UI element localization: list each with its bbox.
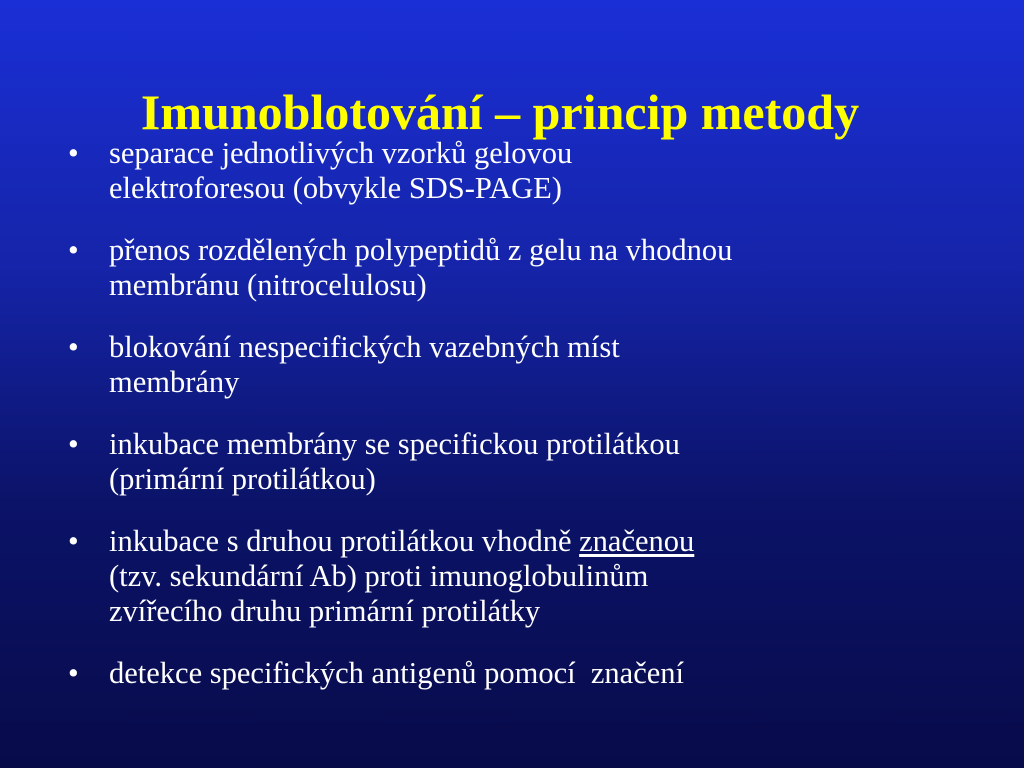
list-item xyxy=(66,656,966,691)
list-item xyxy=(66,233,966,303)
bullet-icon: • xyxy=(68,233,79,267)
bullet-text: inkubace membrány se specifickou protilátkou xyxy=(109,427,680,461)
bullet-icon: • xyxy=(68,524,79,558)
list-item xyxy=(66,427,966,497)
bullet-icon: • xyxy=(68,427,79,461)
bullet-icon: • xyxy=(68,330,79,364)
bullet-text: membrány xyxy=(109,365,240,399)
bullet-text: (primární protilátkou) xyxy=(109,462,376,496)
underlined-term: značenou xyxy=(579,524,695,558)
bullet-text: přenos rozdělených polypeptidů z gelu na vhodnou xyxy=(109,233,733,267)
bullet-icon: • xyxy=(68,136,79,170)
bullet-text: zvířecího druhu primární protilátky xyxy=(109,594,541,628)
bullet-list xyxy=(66,136,966,718)
bullet-text: detekce specifických antigenů pomocí značení xyxy=(109,656,685,690)
list-item xyxy=(66,136,966,206)
bullet-text: elektroforesou (obvykle SDS-PAGE) xyxy=(109,171,562,205)
bullet-text-line xyxy=(109,524,966,559)
slide-title: Imunoblotování – princip metody xyxy=(140,83,860,140)
bullet-text: membránu (nitrocelulosu) xyxy=(109,268,427,302)
list-item xyxy=(66,524,966,629)
list-item xyxy=(66,330,966,400)
bullet-text: blokování nespecifických vazebných míst xyxy=(109,330,620,364)
bullet-icon: • xyxy=(68,656,79,690)
bullet-text: inkubace s druhou protilátkou vhodně xyxy=(109,524,580,558)
bullet-text: (tzv. sekundární Ab) proti imunoglobulinům xyxy=(109,559,649,593)
bullet-text: separace jednotlivých vzorků gelovou xyxy=(109,136,573,170)
